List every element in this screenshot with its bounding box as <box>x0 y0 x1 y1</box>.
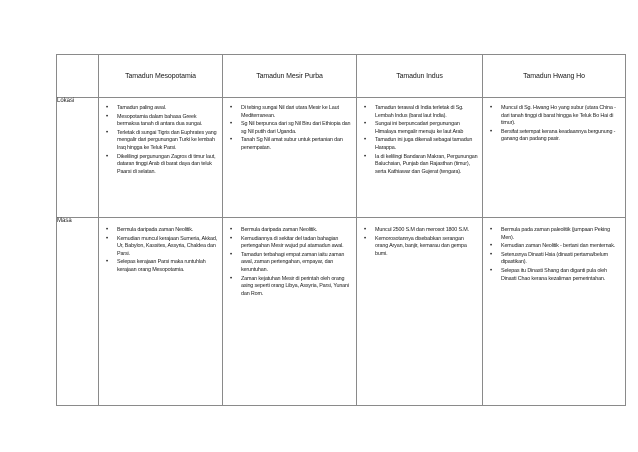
cell-lokasi-mesir <box>223 98 357 218</box>
header-mesir-purba: Tamadun Mesir Purba <box>223 55 357 98</box>
header-mesopotamia: Tamadun Mesopotamia <box>99 55 223 98</box>
bullet-list <box>483 218 625 283</box>
list-item: • Kemorosotannya disebabkan serangan orang Aryan, banjir, kemarau dan gempa bumi. <box>375 236 478 259</box>
cell-lokasi-hwang-ho <box>483 98 626 218</box>
list-item: • Dikelilingi pergunungan Zagros di timur laut, dataran tinggi Arab di barat daya dan teluk Paarsi di selatan. <box>117 154 218 177</box>
list-item: • Sg Nil berpunca dari sg Nil Biru dari Ethiopia dan sg Nil putih dari Uganda. <box>241 121 352 136</box>
cell-masa-mesir <box>223 218 357 406</box>
cell-masa-hwang-ho <box>483 218 626 406</box>
list-item: • Ia di kelilingi Bandaran Makran, Pergunungan Baluchsian, Punjab dan Rajasthan (timur), serta Kathiawar dan Gujerat (tengara). <box>375 154 478 177</box>
bullet-list <box>357 98 482 176</box>
list-item: • Kemudiannya di sekitar del tadan bahagian pertengahan Mesir wujud pul atamadun awal. <box>241 236 352 251</box>
list-item: • Sungai ini berpuncadari pergunungan Himalaya mengalir menuju ke laut Arab <box>375 121 478 136</box>
list-item: • Muncul 2500 S.M dan merosot 1800 S.M. <box>375 227 478 235</box>
list-item: • Selepas kerajaan Parsi maka runtuhlah kerajaan orang Mesopotamia. <box>117 259 218 274</box>
list-item: • Bermula pada zaman paleolitik (jumpaan Peking Men). <box>501 227 621 242</box>
list-item: • Tamadun ini juga dikenali sebagai tamadun Harappa. <box>375 137 478 152</box>
header-row <box>57 55 626 98</box>
list-item: • Kemudian muncul kerajaan Sumeria, Akkad, Ur, Babylon, Kassites, Assyria, Chaldea dan Parsi. <box>117 236 218 259</box>
header-indus: Tamadun Indus <box>357 55 483 98</box>
bullet-list <box>357 218 482 258</box>
row-label-masa: Masa <box>57 218 99 406</box>
bullet-list <box>99 98 222 176</box>
comparison-table <box>56 54 626 406</box>
bullet-list <box>99 218 222 275</box>
list-item: • Selepas itu Dinasti Shang dan diganti pula oleh Dinasti Chao kerana kezaliman pemerintahan. <box>501 268 621 283</box>
bullet-list <box>223 218 356 298</box>
list-item: • Tanah Sg Nil amat subur untuk pertanian dan penempatan. <box>241 137 352 152</box>
cell-lokasi-mesopotamia <box>99 98 223 218</box>
list-item: • Di tebing sungai Nil dari utara Mesir ke Laut Mediterranean. <box>241 105 352 120</box>
list-item: • Tamadun terawal di India terletak di Sg. Lembah Indus (barat laut India). <box>375 105 478 120</box>
bullet-list <box>223 98 356 153</box>
list-item: • Terletak di sungai Tigris dan Euphrates yang mengalir dari pergunungan Turki ke lembah Iraq hingga ke Teluk Parsi. <box>117 130 218 153</box>
list-item: • Kemudian zaman Neolitik - bertani dan menternak. <box>501 243 621 251</box>
header-empty-cell <box>57 55 99 98</box>
list-item: • Tamadun terbahagi empat zaman iaitu zaman awal, zaman pertengahan, empayar, dan keruntuhan. <box>241 252 352 275</box>
row-label-lokasi: Lokasi <box>57 98 99 218</box>
header-hwang-ho: Tamadun Hwang Ho <box>483 55 626 98</box>
list-item: • Tamadun paling awal. <box>117 105 218 113</box>
list-item: • Mesopotamia dalam bahasa Greek bermaksa tanah di antara dua sungai. <box>117 114 218 129</box>
cell-masa-mesopotamia <box>99 218 223 406</box>
list-item: • Bermula daripada zaman Neolitik. <box>117 227 218 235</box>
list-item: • Zaman kejatuhan Mesir di perintah oleh orang asing seperti orang Libya, Assyria, Parsi, Yunani dan Rom. <box>241 276 352 299</box>
list-item: • Seterusnya Dinasti Hsia (dinasti pertama/belum dipastikan). <box>501 252 621 267</box>
cell-lokasi-indus <box>357 98 483 218</box>
table-row-masa <box>57 218 626 406</box>
bullet-list <box>483 98 625 144</box>
table-row-lokasi <box>57 98 626 218</box>
cell-masa-indus <box>357 218 483 406</box>
list-item: • Bersifat setempat kerana keadaannya bergunung - ganang dan padang pasir. <box>501 129 621 144</box>
list-item: • Muncul di Sg. Hwang Ho yang subur (utara China - dari tanah tinggi di barat hingga ke Teluk Bo Hai di timur). <box>501 105 621 128</box>
list-item: • Bermula daripada zaman Neolitik. <box>241 227 352 235</box>
